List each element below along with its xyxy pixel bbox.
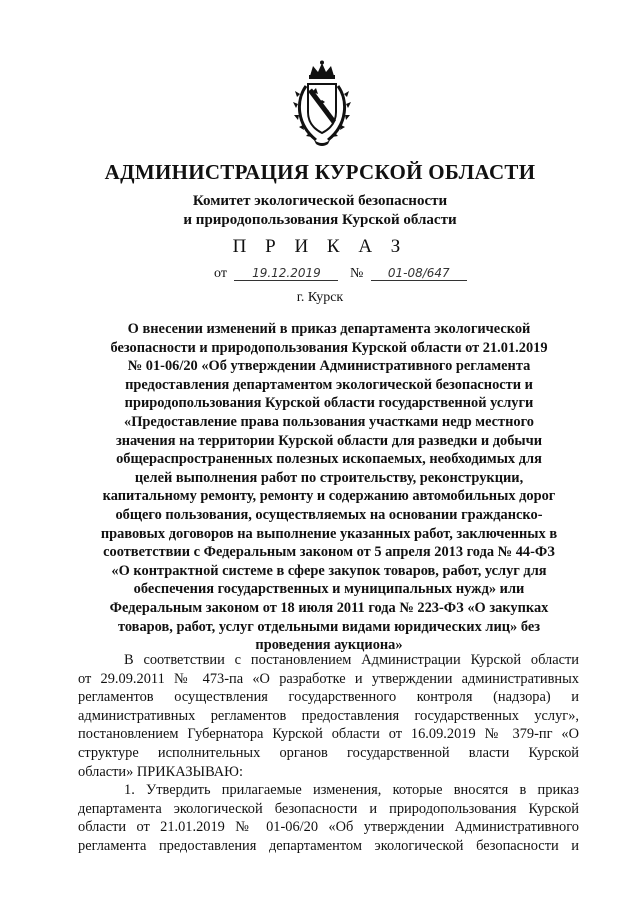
body-line: области от 21.01.2019 № 01-06/20 «Об утверждении Административного [78, 819, 579, 836]
committee-line: и природопользования Курской области [183, 212, 457, 228]
title-line: предоставления департаментом экологической безопасности и [125, 376, 533, 393]
title-line: общего пользования, осуществляемых на основании гражданско- [115, 506, 543, 523]
document-type: П Р И К А З [232, 236, 408, 257]
title-line: капитальному ремонту, ремонту и содержанию автомобильных дорог [102, 488, 556, 505]
title-line: безопасности и природопользования Курской области от 21.01.2019 [110, 339, 548, 356]
title-line: природопользования Курской области государственной услуги [124, 395, 534, 412]
body-line: регламента предоставления департаментом экологической безопасности и [78, 837, 579, 854]
document-date: 19.12.2019 [234, 266, 338, 281]
title-line: Федеральным законом от 18 июля 2011 года № 223-ФЗ «О закупках [109, 599, 549, 616]
body-line: постановлением Губернатора Курской области от 16.09.2019 № 379-пг «О [78, 726, 579, 743]
title-line: № 01-06/20 «Об утверждении Административного регламента [127, 358, 531, 375]
title-line: значения на территории Курской области для разведки и добычи [115, 432, 543, 449]
title-line: товаров, работ, услуг отдельными видами юридических лиц» без [117, 618, 541, 635]
order-title [92, 320, 566, 655]
title-line: общераспространенных полезных ископаемых, необходимых для [116, 451, 542, 468]
document-number: 01-08/647 [371, 266, 467, 281]
body-line: структуре исполнительных органов государственной власти Курской [78, 744, 579, 761]
body-line: области» ПРИКАЗЫВАЮ: [78, 763, 243, 780]
title-line: проведения аукциона» [255, 637, 403, 654]
title-line: правовых договоров на выполнение указанных работ, заключенных в [100, 525, 558, 542]
title-line: О внесении изменений в приказ департамента экологической [127, 321, 531, 337]
date-prefix: от [214, 266, 227, 281]
date-number-line [214, 266, 467, 282]
body-line: В соответствии с постановлением Администрации Курской области [124, 652, 579, 668]
body-line: административных регламентов предоставления государственных услуг», [78, 707, 579, 724]
number-prefix: № [349, 266, 364, 281]
agency-name: АДМИНИСТРАЦИЯ КУРСКОЙ ОБЛАСТИ [104, 160, 536, 184]
body-line: от 29.09.2011 № 473-па «О разработке и утверждении административных [78, 670, 579, 687]
committee-name [0, 192, 640, 230]
title-line: «Предоставление права пользования участками недр местного [124, 413, 534, 430]
title-line: целей выполнения работ по строительству, реконструкции, [134, 469, 524, 486]
coat-of-arms-emblem [292, 60, 352, 148]
body-line: департамента экологической безопасности и природопользования Курской [78, 800, 579, 817]
title-line: соответствии с Федеральным законом от 5 апреля 2013 года № 44-ФЗ [103, 544, 555, 561]
title-line: «О контрактной системе в сфере закупок товаров, работ, услуг для [111, 562, 547, 579]
city-name: г. Курск [296, 290, 344, 305]
order-body [78, 651, 579, 856]
body-line: 1. Утвердить прилагаемые изменения, которые вносятся в приказ [124, 782, 579, 799]
title-line: обеспечения государственных и муниципальных нужд» или [133, 581, 525, 598]
committee-line: Комитет экологической безопасности [192, 193, 448, 209]
body-line: регламентов осуществления государственного контроля (надзора) и [78, 689, 579, 706]
